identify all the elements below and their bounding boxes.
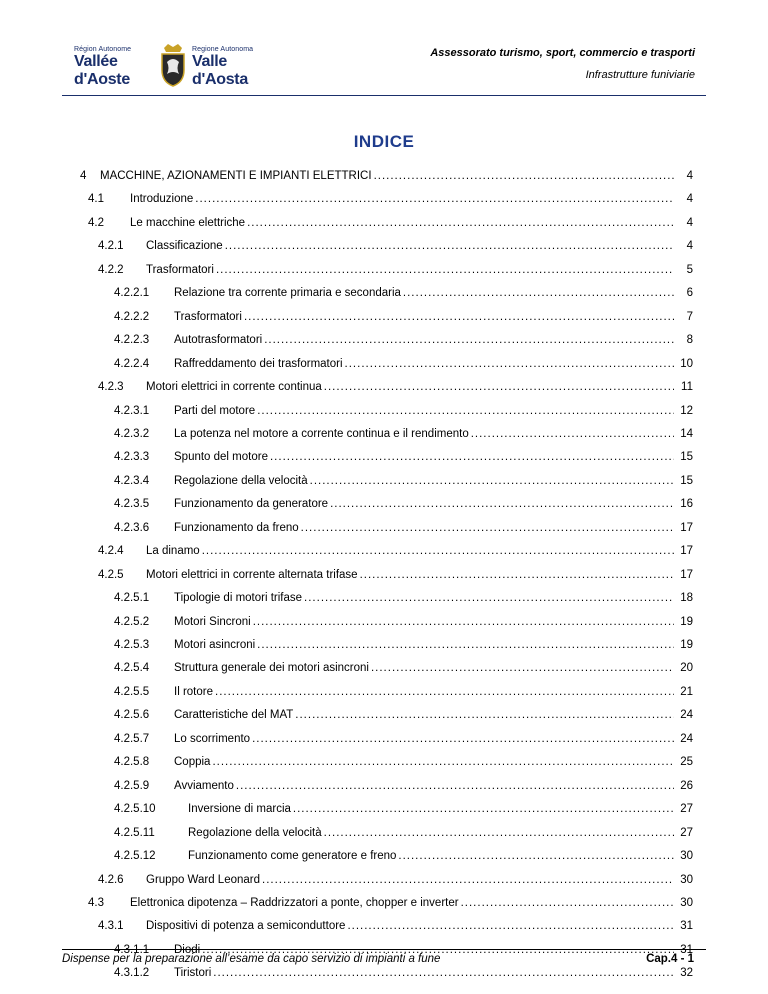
toc-dot-leader bbox=[244, 309, 674, 325]
toc-entry-number: 4.2.3.4 bbox=[114, 474, 150, 487]
toc-entry-number: 4.2.2.2 bbox=[114, 310, 150, 323]
toc-entry-page: 27 bbox=[680, 826, 693, 839]
toc-entry-page: 5 bbox=[686, 263, 693, 276]
toc-dot-leader bbox=[330, 496, 674, 512]
toc-entry-leader bbox=[174, 403, 676, 419]
toc-entry-title: Gruppo Ward Leonard bbox=[146, 873, 261, 886]
toc-entry-page: 30 bbox=[680, 896, 693, 909]
toc-entry[interactable] bbox=[0, 449, 768, 465]
toc-entry-page: 15 bbox=[680, 451, 693, 464]
logo-left-text bbox=[74, 46, 154, 89]
toc-entry[interactable] bbox=[0, 403, 768, 419]
toc-entry-leader bbox=[174, 778, 676, 794]
toc-entry-leader bbox=[174, 731, 676, 747]
toc-entry-title: Motori elettrici in corrente alternata trifase bbox=[146, 568, 358, 581]
toc-entry-title: MACCHINE, AZIONAMENTI E IMPIANTI ELETTRICI bbox=[100, 170, 372, 182]
toc-entry-page: 26 bbox=[680, 779, 693, 792]
toc-entry-number: 4.2.5.10 bbox=[114, 803, 156, 816]
toc-entry-number: 4.2.5.9 bbox=[114, 779, 150, 792]
toc-entry-page: 21 bbox=[680, 685, 693, 698]
toc-entry-number: 4.3 bbox=[88, 896, 104, 909]
toc-entry-title: Dispositivi di potenza a semiconduttore bbox=[146, 920, 346, 933]
logo-right-big: Valle d'Aosta bbox=[192, 53, 248, 88]
toc-entry-page: 4 bbox=[686, 216, 693, 229]
toc-entry-page: 18 bbox=[680, 592, 693, 605]
toc-entry-title: Le macchine elettriche bbox=[130, 216, 246, 229]
toc-entry-page: 17 bbox=[680, 545, 693, 558]
toc-entry-number: 4.2.5.6 bbox=[114, 709, 150, 722]
toc-entry-number: 4.2.2.3 bbox=[114, 334, 150, 347]
toc-entry-page: 30 bbox=[680, 873, 693, 886]
toc-entry[interactable] bbox=[0, 379, 768, 395]
toc-dot-leader bbox=[345, 356, 674, 372]
toc-dot-leader bbox=[215, 684, 674, 700]
toc-entry-page: 11 bbox=[681, 381, 693, 394]
toc-entry-leader bbox=[174, 637, 676, 653]
toc-entry-title: Classificazione bbox=[146, 240, 223, 253]
toc-entry-number: 4.3.1.2 bbox=[114, 967, 150, 980]
toc-entry-leader bbox=[130, 895, 676, 911]
toc-dot-leader bbox=[257, 637, 674, 653]
toc-entry[interactable] bbox=[0, 660, 768, 676]
toc-entry-title: Funzionamento da generatore bbox=[174, 498, 329, 511]
toc-dot-leader bbox=[202, 543, 674, 559]
toc-entry-page: 25 bbox=[680, 756, 693, 769]
toc-entry-page: 30 bbox=[680, 850, 693, 863]
toc-entry-leader bbox=[188, 848, 676, 864]
toc-dot-leader bbox=[471, 426, 674, 442]
toc-dot-leader bbox=[216, 262, 674, 278]
footer-divider bbox=[62, 949, 706, 950]
toc-entry[interactable] bbox=[0, 801, 768, 817]
toc-entry-page: 8 bbox=[686, 334, 693, 347]
toc-entry-number: 4.3.1.1 bbox=[114, 943, 150, 956]
toc-entry-leader bbox=[188, 801, 676, 817]
toc-entry-page: 24 bbox=[680, 732, 693, 745]
toc-entry[interactable] bbox=[0, 496, 768, 512]
toc-entry[interactable] bbox=[0, 684, 768, 700]
logo-right-small: Regione Autonoma bbox=[192, 46, 254, 53]
toc-entry-leader bbox=[188, 825, 676, 841]
toc-entry-number: 4.3.1 bbox=[98, 920, 124, 933]
toc-entry-page: 24 bbox=[680, 709, 693, 722]
toc-entry[interactable] bbox=[0, 848, 768, 864]
toc-entry-leader bbox=[100, 168, 676, 184]
toc-entry-leader bbox=[174, 520, 676, 536]
toc-entry[interactable] bbox=[0, 965, 768, 981]
toc-entry-title: Tiristori bbox=[174, 967, 212, 980]
toc-dot-leader bbox=[247, 215, 674, 231]
toc-entry[interactable] bbox=[0, 262, 768, 278]
toc-dot-leader bbox=[236, 778, 674, 794]
toc-entry-leader bbox=[174, 965, 676, 981]
toc-entry-page: 4 bbox=[686, 240, 693, 253]
toc-dot-leader bbox=[213, 965, 674, 981]
toc-entry-page: 15 bbox=[680, 474, 693, 487]
toc-entry-number: 4.2.5 bbox=[98, 568, 124, 581]
toc-entry-title: Raffreddamento dei trasformatori bbox=[174, 357, 343, 370]
toc-entry-number: 4.2.3.3 bbox=[114, 451, 150, 464]
toc-dot-leader bbox=[461, 895, 674, 911]
toc-entry-number: 4.2.5.3 bbox=[114, 639, 150, 651]
toc-entry[interactable] bbox=[0, 707, 768, 723]
footer-page-number: Cap.4 - 1 bbox=[646, 953, 694, 965]
toc-entry-page: 12 bbox=[680, 404, 693, 417]
toc-entry-number: 4.2.2.1 bbox=[114, 287, 150, 300]
toc-entry[interactable] bbox=[0, 356, 768, 372]
toc-entry-leader bbox=[146, 543, 676, 559]
toc-entry[interactable] bbox=[0, 637, 768, 653]
toc-entry-leader bbox=[174, 285, 676, 301]
toc-entry[interactable] bbox=[0, 614, 768, 630]
toc-entry-title: Avviamento bbox=[174, 779, 234, 792]
toc-entry-number: 4.2.3.1 bbox=[114, 404, 150, 417]
toc-entry-leader bbox=[130, 191, 676, 207]
toc-entry-leader bbox=[146, 567, 676, 583]
toc-entry-page: 20 bbox=[680, 662, 693, 675]
toc-entry-title: Struttura generale dei motori asincroni bbox=[174, 662, 369, 675]
toc-entry[interactable] bbox=[0, 543, 768, 559]
toc-entry-title: Il rotore bbox=[174, 685, 213, 698]
toc-entry[interactable] bbox=[0, 872, 768, 888]
toc-entry-page: 19 bbox=[680, 639, 693, 651]
toc-entry-page: 27 bbox=[680, 803, 693, 816]
toc-dot-leader bbox=[301, 520, 674, 536]
toc-entry-number: 4.1 bbox=[88, 193, 104, 206]
toc-dot-leader bbox=[225, 238, 674, 254]
toc-entry-title: Coppia bbox=[174, 756, 211, 769]
toc-entry-page: 16 bbox=[680, 498, 693, 511]
logo-right-text bbox=[192, 46, 272, 89]
toc-entry-page: 4 bbox=[686, 193, 693, 206]
toc-entry-number: 4.2.2.4 bbox=[114, 357, 150, 370]
toc-entry[interactable] bbox=[0, 191, 768, 207]
page-title: INDICE bbox=[353, 132, 415, 151]
toc-entry-leader bbox=[174, 309, 676, 325]
toc-entry-page: 14 bbox=[680, 427, 693, 440]
toc-dot-leader bbox=[403, 285, 674, 301]
toc-entry-page: 19 bbox=[680, 615, 693, 628]
toc-entry-number: 4.2.3.5 bbox=[114, 498, 150, 511]
toc-entry[interactable] bbox=[0, 238, 768, 254]
toc-entry-number: 4.2.5.1 bbox=[114, 592, 150, 605]
toc-entry[interactable] bbox=[0, 567, 768, 583]
toc-entry-number: 4.2.3.6 bbox=[114, 521, 150, 534]
toc-entry-title: Trasformatori bbox=[174, 310, 242, 323]
toc-entry[interactable] bbox=[0, 520, 768, 536]
toc-entry-number: 4.2.5.7 bbox=[114, 732, 150, 745]
toc-entry-leader bbox=[174, 754, 676, 770]
toc-entry[interactable] bbox=[0, 895, 768, 911]
toc-dot-leader bbox=[347, 918, 674, 934]
toc-entry-title: Inversione di marcia bbox=[188, 803, 291, 816]
toc-dot-leader bbox=[295, 707, 674, 723]
toc-dot-leader bbox=[398, 848, 674, 864]
toc-entry-title: Parti del motore bbox=[174, 404, 256, 417]
toc-entry-leader bbox=[174, 426, 676, 442]
toc-entry-number: 4.2.5.11 bbox=[114, 826, 155, 839]
toc-entry-number: 4.2.5.4 bbox=[114, 662, 150, 675]
toc-entry-title: Regolazione della velocità bbox=[174, 474, 308, 487]
toc-entry-title: Elettronica dipotenza – Raddrizzatori a ponte, chopper e inverter bbox=[130, 896, 459, 909]
toc-entry-title: Motori asincroni bbox=[174, 639, 256, 651]
toc-entry[interactable] bbox=[0, 426, 768, 442]
toc-entry-number: 4.2.2 bbox=[98, 263, 124, 276]
toc-dot-leader bbox=[371, 660, 674, 676]
toc-entry-title: Relazione tra corrente primaria e secondaria bbox=[174, 287, 401, 300]
toc-entry-title: Funzionamento come generatore e freno bbox=[188, 850, 397, 863]
toc-entry-leader bbox=[174, 614, 676, 630]
toc-entry-title: Regolazione della velocità bbox=[188, 826, 322, 839]
coat-of-arms-icon bbox=[158, 42, 188, 88]
toc-entry-title: Lo scorrimento bbox=[174, 732, 251, 745]
toc-entry-title: Motori elettrici in corrente continua bbox=[146, 381, 322, 394]
toc-entry-page: 31 bbox=[680, 943, 693, 956]
toc-entry[interactable] bbox=[0, 309, 768, 325]
toc-dot-leader bbox=[293, 801, 674, 817]
toc-entry-leader bbox=[174, 496, 676, 512]
toc-entry-page: 10 bbox=[680, 357, 693, 370]
toc-entry-leader bbox=[174, 473, 676, 489]
toc-dot-leader bbox=[270, 449, 674, 465]
toc-dot-leader bbox=[324, 379, 674, 395]
header-title: Assessorato turismo, sport, commercio e trasporti bbox=[430, 47, 695, 59]
toc-dot-leader bbox=[324, 825, 674, 841]
toc-entry-page: 31 bbox=[680, 920, 693, 933]
toc-entry-title: Trasformatori bbox=[146, 263, 214, 276]
toc-dot-leader bbox=[253, 614, 674, 630]
toc-entry[interactable] bbox=[0, 825, 768, 841]
toc-dot-leader bbox=[257, 403, 674, 419]
toc-entry-leader bbox=[130, 215, 676, 231]
toc-entry-page: 7 bbox=[686, 310, 693, 323]
logo-left-big: Vallée d'Aoste bbox=[74, 53, 130, 88]
toc-entry-leader bbox=[174, 684, 676, 700]
toc-entry[interactable] bbox=[0, 332, 768, 348]
toc-entry-title: Motori Sincroni bbox=[174, 615, 251, 628]
toc-entry[interactable] bbox=[0, 754, 768, 770]
toc-dot-leader bbox=[264, 332, 674, 348]
toc-entry-number: 4.2 bbox=[88, 216, 104, 229]
toc-entry-number: 4.2.5.12 bbox=[114, 850, 156, 863]
toc-entry-number: 4.2.6 bbox=[98, 873, 124, 886]
toc-entry-title: Tipologie di motori trifase bbox=[174, 592, 303, 605]
toc-entry-number: 4.2.3.2 bbox=[114, 427, 150, 440]
toc-entry[interactable] bbox=[0, 215, 768, 231]
toc-entry[interactable] bbox=[0, 778, 768, 794]
toc-entry-leader bbox=[146, 379, 676, 395]
toc-dot-leader bbox=[212, 754, 674, 770]
toc-entry-leader bbox=[174, 356, 676, 372]
toc-entry-leader bbox=[174, 660, 676, 676]
toc-entry-page: 17 bbox=[680, 568, 693, 581]
toc-entry-number: 4.2.5.5 bbox=[114, 685, 150, 698]
toc-dot-leader bbox=[374, 168, 674, 184]
toc-dot-leader bbox=[360, 567, 674, 583]
toc-entry-title: Diodi bbox=[174, 943, 201, 956]
header-divider bbox=[62, 95, 706, 96]
toc-entry-title: La dinamo bbox=[146, 545, 200, 558]
toc-entry-title: Spunto del motore bbox=[174, 451, 268, 464]
toc-entry[interactable] bbox=[0, 168, 768, 184]
toc-entry[interactable] bbox=[0, 590, 768, 606]
toc-entry-leader bbox=[174, 332, 676, 348]
toc-entry[interactable] bbox=[0, 473, 768, 489]
toc-entry-leader bbox=[174, 449, 676, 465]
toc-entry-page: 32 bbox=[680, 967, 693, 980]
logo-left-small: Région Autonome bbox=[74, 46, 132, 53]
toc-entry-leader bbox=[174, 590, 676, 606]
toc-entry-number: 4.2.5.8 bbox=[114, 756, 150, 769]
toc-entry-number: 4.2.3 bbox=[98, 381, 124, 394]
toc-dot-leader bbox=[304, 590, 674, 606]
toc-entry-page: 17 bbox=[680, 521, 693, 534]
toc-entry-leader bbox=[146, 872, 676, 888]
toc-entry-title: La potenza nel motore a corrente continua e il rendimento bbox=[174, 427, 469, 440]
toc-entry-number: 4.2.1 bbox=[98, 240, 124, 253]
toc-entry[interactable] bbox=[0, 918, 768, 934]
toc-dot-leader bbox=[310, 473, 674, 489]
toc-entry[interactable] bbox=[0, 731, 768, 747]
toc-dot-leader bbox=[262, 872, 674, 888]
toc-entry-number: 4.2.4 bbox=[98, 545, 124, 558]
toc-entry-title: Autotrasformatori bbox=[174, 334, 263, 347]
region-logo bbox=[74, 42, 270, 88]
toc-dot-leader bbox=[195, 191, 674, 207]
header-subtitle: Infrastrutture funiviarie bbox=[585, 69, 695, 81]
toc-entry-leader bbox=[146, 238, 676, 254]
footer-text: Dispense per la preparazione all’esame da capo servizio di impianti a fune bbox=[62, 953, 441, 965]
toc-entry-title: Introduzione bbox=[130, 193, 194, 206]
toc-entry-leader bbox=[146, 262, 676, 278]
toc-entry-number: 4 bbox=[80, 170, 87, 182]
toc-entry-title: Funzionamento da freno bbox=[174, 521, 299, 534]
toc-entry-number: 4.2.5.2 bbox=[114, 615, 150, 628]
toc-entry-leader bbox=[146, 918, 676, 934]
toc-entry-page: 4 bbox=[686, 170, 693, 182]
toc-entry-page: 6 bbox=[686, 287, 693, 300]
toc-dot-leader bbox=[252, 731, 674, 747]
toc-entry[interactable] bbox=[0, 285, 768, 301]
toc-entry-title: Caratteristiche del MAT bbox=[174, 709, 294, 722]
toc-entry-leader bbox=[174, 707, 676, 723]
